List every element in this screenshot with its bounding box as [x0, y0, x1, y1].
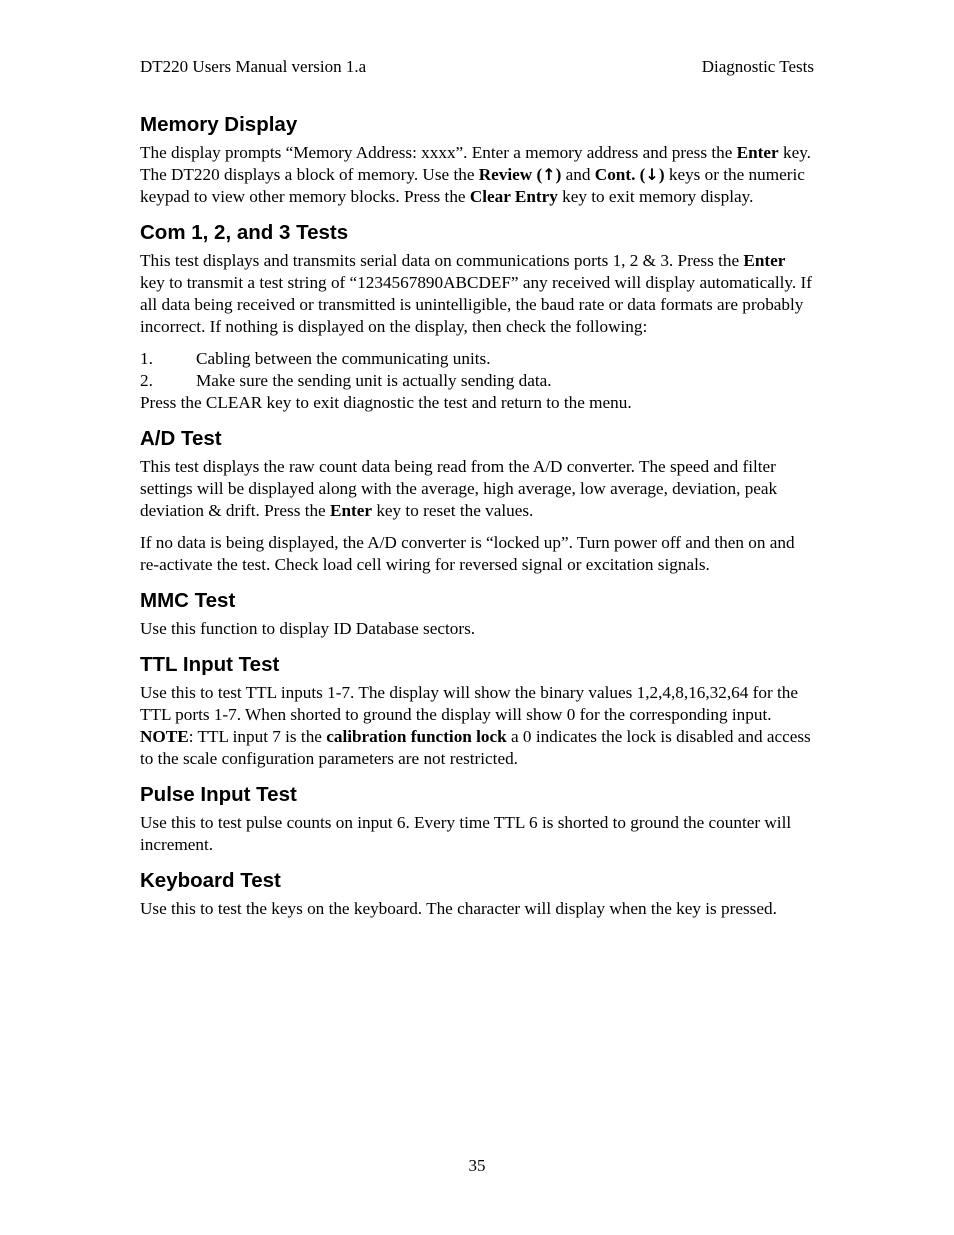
section-paragraph [140, 456, 814, 522]
section-heading: Keyboard Test [140, 869, 281, 892]
section-paragraph: Use this function to display ID Database sectors. [140, 619, 476, 638]
key-name: Enter [330, 501, 373, 520]
section-pulse-input-test [140, 782, 814, 856]
running-header [140, 57, 814, 77]
section-heading: Com 1, 2, and 3 Tests [140, 221, 349, 244]
text-run: : TTL input 7 is the [188, 727, 327, 746]
text-run: The display prompts “Memory Address: xxxx”. Enter a memory address and press the [140, 143, 737, 162]
list-number: 2. [140, 371, 153, 390]
section-ad-test [140, 426, 814, 576]
list-text: Make sure the sending unit is actually sending data. [196, 371, 552, 390]
section-memory-display [140, 112, 814, 208]
text-run: keys or the numeric keypad to view other memory blocks. Press the [140, 165, 805, 206]
arrow-down-icon: ↓ [645, 165, 659, 184]
text-run: a 0 indicates the lock is disabled and access to the scale configuration parameters are not restricted. [140, 727, 811, 768]
header-chapter-title: Diagnostic Tests [701, 57, 814, 76]
section-paragraph: Use this to test pulse counts on input 6. Every time TTL 6 is shorted to ground the counter will increment. [140, 813, 792, 854]
text-run: Use this to test TTL inputs 1-7. The display will show the binary values 1,2,4,8,16,32,64 for the TTL ports 1-7. When shorted to ground the display will show 0 for the corresponding input. [140, 683, 798, 724]
section-keyboard-test [140, 868, 814, 920]
section-paragraph [140, 250, 814, 338]
page-number: 35 [468, 1156, 486, 1175]
section-heading: Pulse Input Test [140, 783, 297, 806]
header-manual-title: DT220 Users Manual version 1.a [140, 57, 367, 76]
note-label: NOTE [140, 727, 189, 746]
text-run: key to exit memory display. [557, 187, 754, 206]
emphasis-term: calibration function lock [326, 727, 507, 746]
text-run: key to reset the values. [372, 501, 534, 520]
section-paragraph [140, 142, 814, 208]
section-heading: TTL Input Test [140, 653, 280, 676]
text-run: This test displays and transmits serial data on communications ports 1, 2 & 3. Press the [140, 251, 744, 270]
section-paragraph [140, 682, 814, 770]
arrow-up-icon: ↑ [542, 165, 556, 184]
section-heading: Memory Display [140, 113, 298, 136]
key-name: Enter [743, 251, 786, 270]
key-name: ) [555, 165, 562, 184]
section-paragraph: Use this to test the keys on the keyboard. The character will display when the key is pressed. [140, 899, 777, 918]
key-name: Cont. ( [594, 165, 646, 184]
key-name: Clear Entry [469, 187, 558, 206]
section-mmc-test [140, 588, 814, 640]
section-paragraph: If no data is being displayed, the A/D converter is “locked up”. Turn power off and then on and re-activate the test. Check load cell wiring for reversed signal or excitation signals. [140, 533, 795, 574]
section-paragraph: Press the CLEAR key to exit diagnostic the test and return to the menu. [140, 393, 632, 412]
list-number: 1. [140, 349, 153, 368]
key-name: Review ( [478, 165, 543, 184]
section-com-tests [140, 220, 814, 414]
section-heading: MMC Test [140, 589, 236, 612]
text-run: key to transmit a test string of “1234567890ABCDEF” any received will display automatically. If all data being received or transmitted is unintelligible, the baud rate or data formats are probably incorrect. If nothing is displayed on the display, then check the following: [140, 273, 812, 336]
list-item [140, 348, 814, 370]
section-heading: A/D Test [140, 427, 222, 450]
checklist [140, 348, 814, 392]
list-item [140, 370, 814, 392]
list-text: Cabling between the communicating units. [196, 349, 491, 368]
text-run: key. The DT220 displays a block of memory. Use the [140, 143, 811, 184]
text-run: and [561, 165, 595, 184]
section-ttl-input-test [140, 652, 814, 770]
text-run: This test displays the raw count data being read from the A/D converter. The speed and filter settings will be displayed along with the average, high average, low average, deviation, peak deviation & drift. Press the [140, 457, 778, 520]
page-content [140, 112, 814, 920]
key-name: Enter [736, 143, 779, 162]
key-name: ) [658, 165, 665, 184]
